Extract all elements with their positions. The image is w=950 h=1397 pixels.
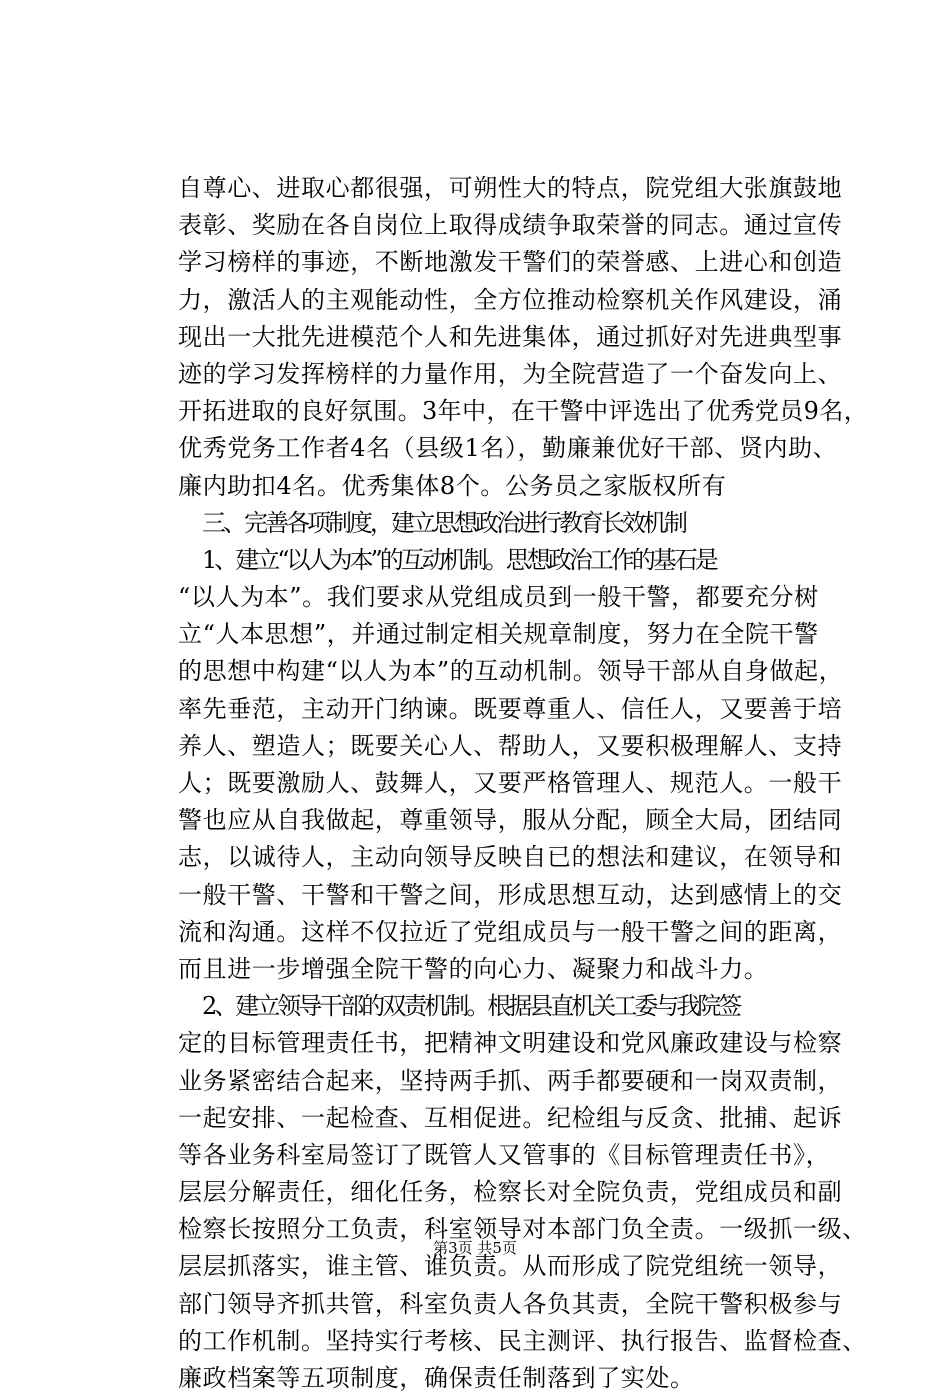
text-line: 养人、塑造人；既要关心人、帮助人，又要积极理解人、支持	[178, 731, 843, 760]
text-line: 一起安排、一起检查、互相促进。纪检组与反贪、批捕、起诉	[178, 1103, 843, 1132]
text-line: 志，以诚待人，主动向领导反映自已的想法和建议，在领导和	[178, 843, 843, 872]
text-line: 流和沟通。这样不仅拉近了党组成员与一般干警之间的距离，	[178, 917, 843, 946]
text-line: 自尊心、进取心都很强，可朔性大的特点，院党组大张旗鼓地	[178, 174, 843, 202]
text-line: 廉政档案等五项制度，确保责任制落到了实处。	[178, 1364, 695, 1392]
text-line: 立“人本思想”，并通过制定相关规章制度，努力在全院干警	[178, 620, 819, 649]
text-line: 等各业务科室局签订了既管人又管事的《目标管理责任书》，	[178, 1140, 831, 1169]
text-line: 迹的学习发挥榜样的力量作用，为全院营造了一个奋发向上、	[178, 359, 843, 388]
text-line: 业务紧密结合起来，坚持两手抓、两手都要硬和一岗双责制，	[178, 1066, 843, 1095]
text-line: 的思想中构建“以人为本”的互动机制。领导干部从自身做起，	[178, 657, 844, 686]
text-line: 力，激活人的主观能动性，全方位推动检察机关作风建设，涌	[178, 285, 843, 314]
text-line: 学习榜样的事迹，不断地激发干警们的荣誉感、上进心和创造	[178, 248, 843, 277]
text-line: 人；既要激励人、鼓舞人，又要严格管理人、规范人。一般干	[178, 769, 843, 797]
text-line: 1、建立“以人为本”的互动机制。思想政治工作的基石是	[202, 545, 716, 574]
text-line: 定的目标管理责任书，把精神文明建设和党风廉政建设与检察	[178, 1029, 843, 1058]
body-text	[178, 170, 869, 1397]
text-line: “以人为本”。我们要求从党组成员到一般干警，都要充分树	[178, 583, 819, 612]
text-line: 检察长按照分工负责，科室领导对本部门负全责。一级抓一级、	[178, 1215, 867, 1244]
text-line: 层层分解责任，细化任务，检察长对全院负责，党组成员和副	[178, 1178, 843, 1207]
text-line: 一般干警、干警和干警之间，形成思想互动，达到感情上的交	[178, 880, 843, 909]
text-line: 廉内助扣4名。优秀集体8个。公务员之家版权所有	[178, 471, 727, 500]
text-line: 现出一大批先进模范个人和先进集体，通过抓好对先进典型事	[178, 322, 843, 351]
text-line: 而且进一步增强全院干警的向心力、凝聚力和战斗力。	[178, 954, 769, 983]
text-line: 部门领导齐抓共管，科室负责人各负其责，全院干警积极参与	[178, 1289, 843, 1318]
text-line: 警也应从自我做起，尊重领导，服从分配，顾全大局，团结同	[178, 806, 843, 835]
text-line: 2、建立领导干部的双责机制。根据县直机关工委与我院签	[202, 992, 740, 1021]
text-line: 优秀党务工作者4名（县级1名），勤廉兼优好干部、贤内助、	[178, 434, 838, 463]
text-line: 率先垂范，主动开门纳谏。既要尊重人、信任人，又要善于培	[178, 694, 843, 723]
text-line: 开拓进取的良好氛围。3年中，在干警中评选出了优秀党员9名，	[178, 397, 869, 426]
text-line: 的工作机制。坚持实行考核、民主测评、执行报告、监督检查、	[178, 1326, 867, 1355]
text-line: 三、完善各项制度，建立思想政治进行教育长效机制	[202, 508, 685, 537]
text-line: 表彰、奖励在各自岗位上取得成绩争取荣誉的同志。通过宣传	[178, 211, 843, 240]
text-line: 层层抓落实，谁主管、谁负责。从而形成了院党组统一领导，	[178, 1252, 843, 1281]
page-footer: 第3页 共5页	[433, 1239, 517, 1257]
